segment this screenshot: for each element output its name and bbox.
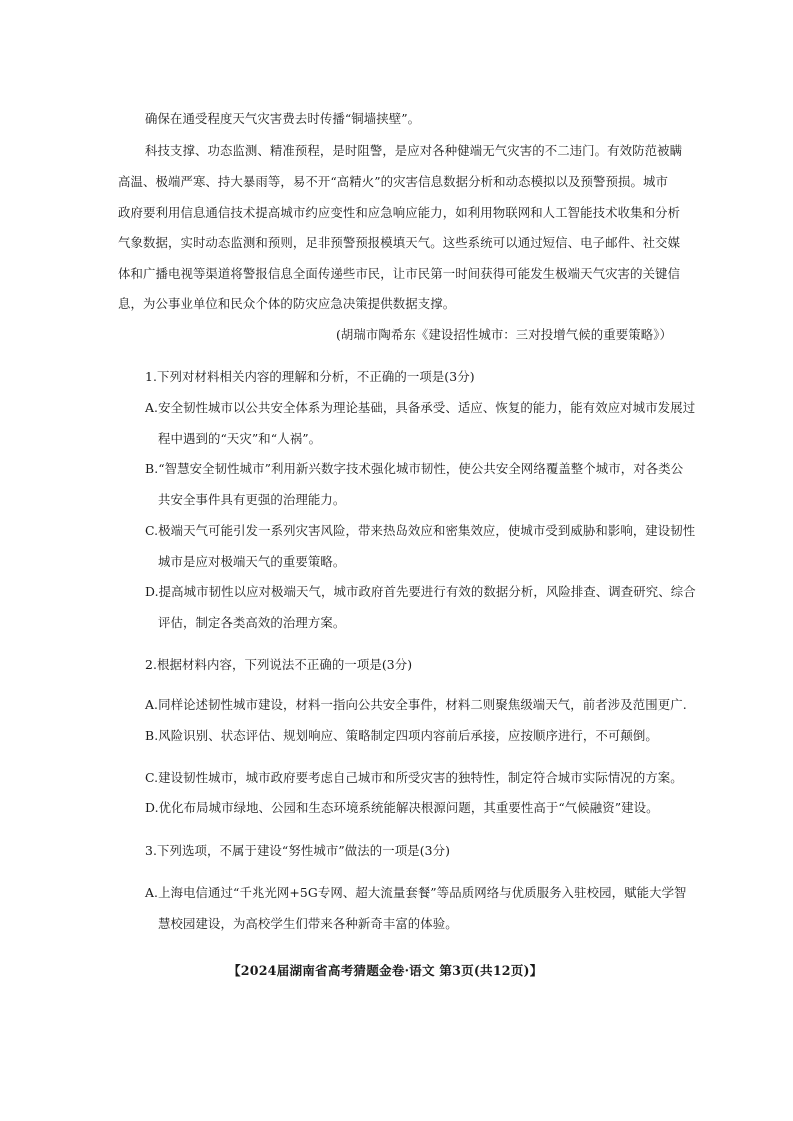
question-1-stem: 1.下列对材料相关内容的理解和分析，不正确的一项是(3分) bbox=[145, 369, 475, 384]
question-1-option-d-cont: 评估，制定各类高效的治理方案。 bbox=[158, 615, 346, 630]
passage-line-6: 体和广播电视等渠道将警报信息全面传递些市民，让市民第一时间获得可能发生极端天气灾害的关键信 bbox=[118, 266, 681, 281]
question-3-option-a: A.上海电信通过“千兆光网+5G专网、超大流量套餐”等品质网络与优质服务入驻校园，赋能大学智 bbox=[145, 885, 687, 900]
passage-line-2: 科技支撑、功态监测、精准预程，是时阻警，是应对各种健端无气灾害的不二违门。有效防范被瞒 bbox=[145, 143, 683, 158]
page-footer: 【2024届湖南省高考猜题金卷·语文 第3页(共12页)】 bbox=[228, 963, 543, 978]
question-1-option-c-cont: 城市是应对极端天气的重要策略。 bbox=[158, 554, 346, 569]
question-1-option-b: B.“智慧安全韧性城市”利用新兴数字技术强化城市韧性，使公共安全网络覆盖整个城市，对各类公 bbox=[145, 461, 684, 476]
source-citation: (胡瑞市陶希东《建设招性城市：三对投增气候的重要策略》） bbox=[336, 327, 672, 342]
question-1-option-c: C.极端天气可能引发一系列灾害风险，带来热岛效应和密集效应，使城市受到威胁和影响，建设韧性 bbox=[145, 523, 696, 538]
question-1-option-a-cont: 程中遇到的“天灾”和“人祸”。 bbox=[158, 431, 322, 446]
passage-line-7: 息，为公事业单位和民众个体的防灾应急决策提供数据支撑。 bbox=[118, 296, 456, 311]
question-2-option-b: B.风险识别、状态评估、规划响应、策略制定四项内容前后承接，应按顺序进行，不可颠倒。 bbox=[145, 728, 658, 743]
question-2-option-d: D.优化布局城市绿地、公园和生态环境系统能解决根源问题，其重要性高于“气候融资”建设。 bbox=[145, 800, 659, 815]
question-2-option-c: C.建设韧性城市，城市政府要考虑自己城市和所受灾害的独特性，制定符合城市实际情况的方案。 bbox=[145, 770, 683, 785]
question-2-option-a: A.同样论述韧性城市建设，材料一指向公共安全事件，材料二则聚焦级端天气，前者涉及范围更广. bbox=[145, 697, 687, 712]
question-1-option-a: A.安全韧性城市以公共安全体系为理论基础，具备承受、适应、恢复的能力，能有效应对城市发展过 bbox=[145, 400, 696, 415]
passage-line-4: 政府要利用信息通信技术提高城市约应变性和应急响应能力，如利用物联网和人工智能技术收集和分析 bbox=[118, 205, 681, 220]
passage-line-5: 气象数据，实时动态监测和预则，足非预警预报模填天气。这些系统可以通过短信、电子邮件、社交媒 bbox=[118, 235, 681, 250]
question-1-option-d: D.提高城市韧性以应对极端天气，城市政府首先要进行有效的数据分析，风险排查、调查研究、综合 bbox=[145, 584, 696, 599]
passage-line-1: 确保在通受程度天气灾害费去时传播“铜墙挟壁”。 bbox=[145, 111, 421, 126]
question-3-stem: 3.下列选项，不属于建设“努性城市”做法的一项是(3分) bbox=[145, 843, 451, 858]
question-2-stem: 2.根据材料内容，下列说法不正确的一项是(3分) bbox=[145, 657, 413, 672]
passage-line-3: 高温、极端严寒、持大暴雨等，易不开“高精火”的灾害信息数据分析和动态模拟以及预警预损。城市 bbox=[118, 174, 668, 189]
question-1-option-b-cont: 共安全事件具有更强的治理能力。 bbox=[158, 492, 346, 507]
question-3-option-a-cont: 慧校园建设，为高校学生们带来各种新奇丰富的体验。 bbox=[158, 916, 458, 931]
